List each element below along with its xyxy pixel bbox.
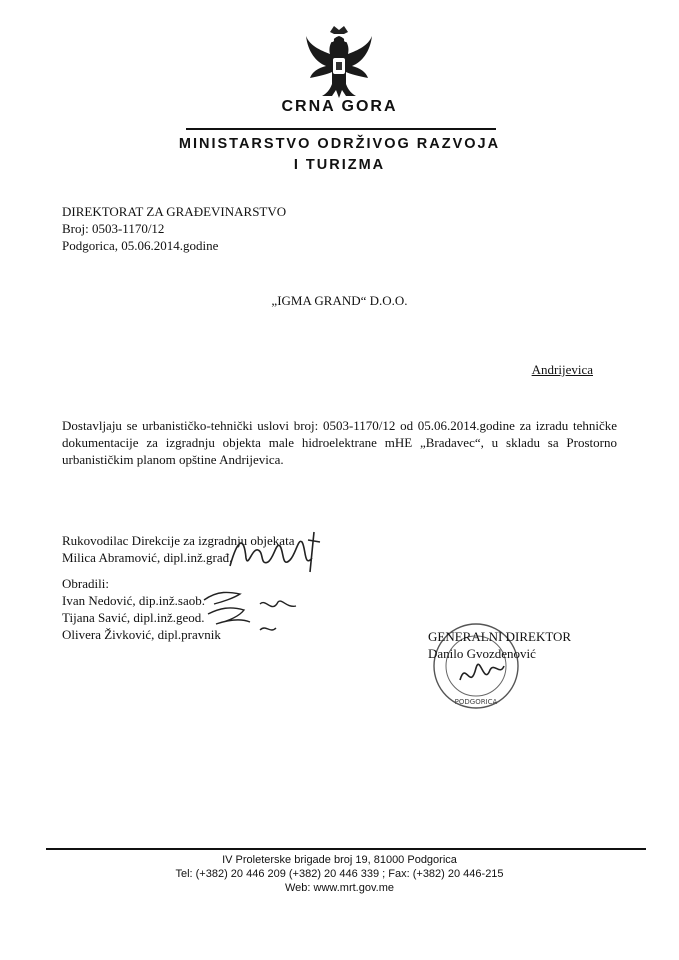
coat-of-arms-icon bbox=[302, 24, 376, 104]
directorate: DIREKTORAT ZA GRAĐEVINARSTVO bbox=[62, 204, 287, 219]
head-title: Rukovodilac Direkcije za izgradnju objekata bbox=[62, 533, 295, 548]
signatories-block bbox=[62, 532, 294, 643]
reference-number: Broj: 0503-1170/12 bbox=[62, 221, 165, 236]
prepared-by-2: Tijana Savić, dipl.inž.geod. bbox=[62, 610, 205, 625]
head-name: Milica Abramović, dipl.inž.građ. bbox=[62, 550, 233, 565]
place-date: Podgorica, 05.06.2014.godine bbox=[62, 238, 219, 253]
footer bbox=[0, 853, 679, 895]
recipient-city: Andrijevica bbox=[531, 362, 593, 377]
body-paragraph: Dostavljaju se urbanističko-tehnički uslovi broj: 0503-1170/12 od 05.06.2014.godine za izradu tehničke dokumentacije za izgradnju objekta male hidroelektrane mHE „Bradavec“, u skladu sa Prostorno urbanističkim planom opštine Andrijevica. bbox=[62, 418, 617, 467]
stamp-text: PODGORICA bbox=[454, 698, 498, 706]
ministry-name bbox=[0, 134, 679, 176]
director-block bbox=[428, 628, 571, 662]
director-title: GENERALNI DIREKTOR bbox=[428, 629, 572, 644]
prepared-by-3: Olivera Živković, dipl.pravnik bbox=[62, 627, 221, 642]
ministry-line-1: MINISTARSTVO ODRŽIVOG RAZVOJA bbox=[178, 136, 501, 152]
footer-contacts: Tel: (+382) 20 446 209 (+382) 20 446 339 ; Fax: (+382) 20 446-215 bbox=[175, 868, 504, 880]
footer-divider bbox=[46, 848, 646, 850]
director-name: Danilo Gvozdenović bbox=[428, 646, 536, 661]
country-name: CRNA GORA bbox=[281, 98, 398, 115]
prepared-by-1: Ivan Nedović, dip.inž.saob. bbox=[62, 593, 205, 608]
header-divider bbox=[186, 128, 496, 130]
recipient-name: „IGMA GRAND“ D.O.O. bbox=[271, 293, 408, 308]
footer-address: IV Proleterske brigade broj 19, 81000 Podgorica bbox=[222, 854, 457, 866]
prepared-label: Obradili: bbox=[62, 576, 109, 591]
document-meta bbox=[62, 203, 286, 254]
ministry-line-2: I TURIZMA bbox=[293, 157, 386, 173]
footer-web[interactable]: Web: www.mrt.gov.me bbox=[284, 882, 394, 894]
